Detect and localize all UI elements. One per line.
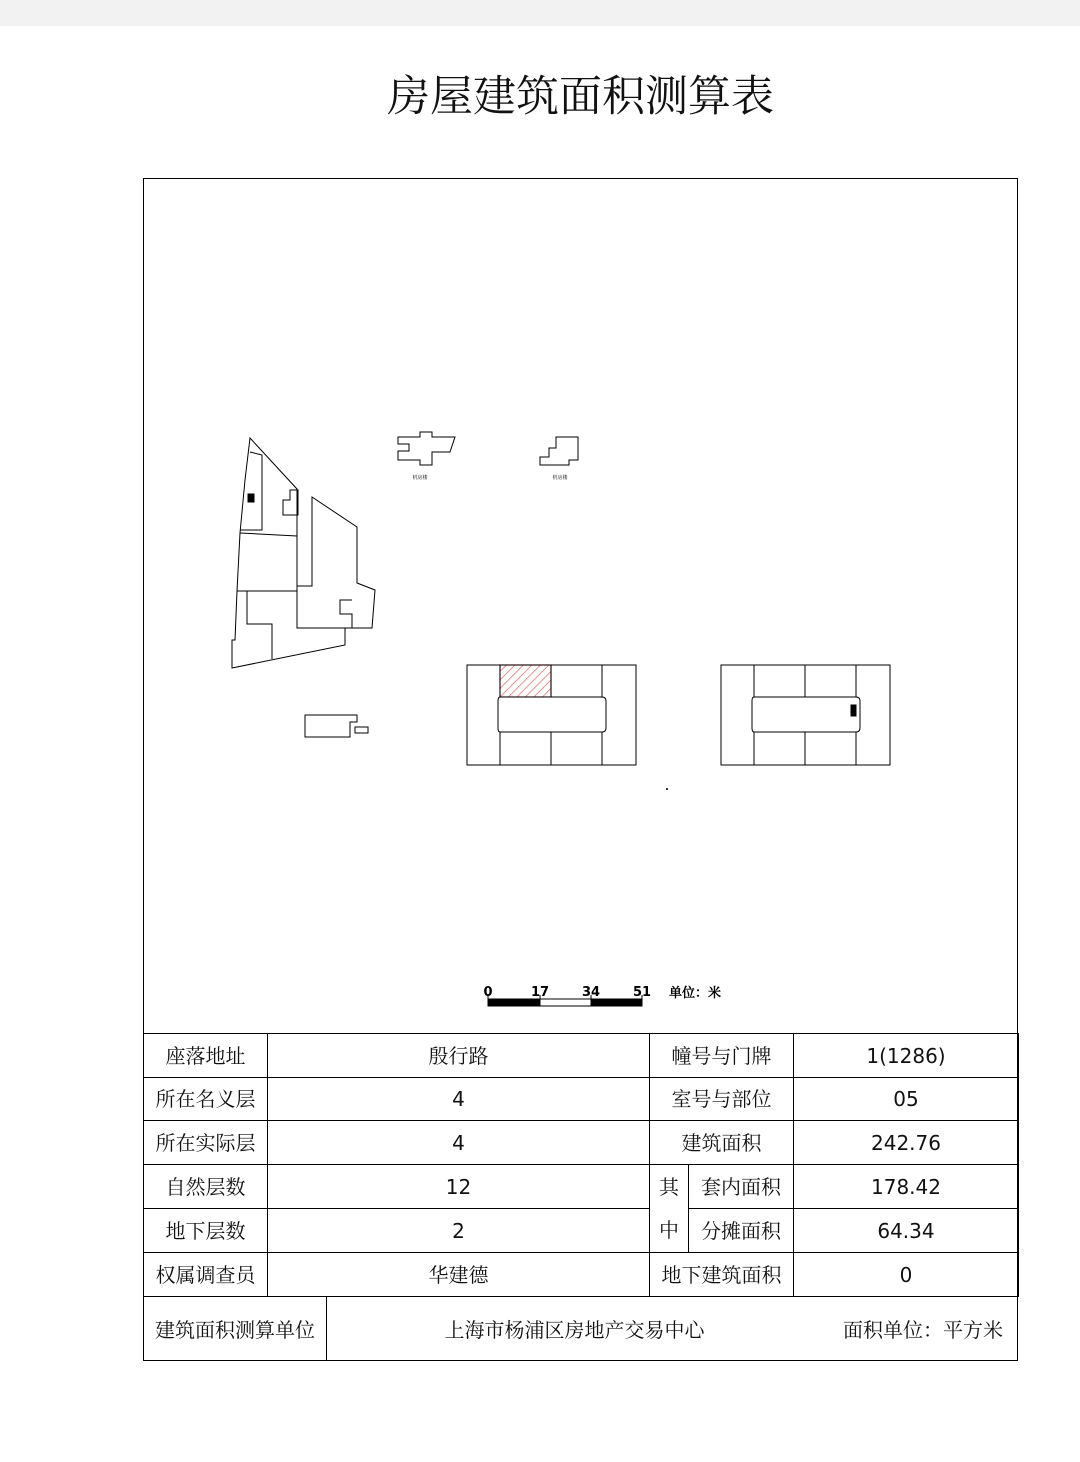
- scale-bar-segment-3: [591, 999, 642, 1006]
- value-underground-area: 0: [794, 1253, 1019, 1297]
- small-building-annex: [355, 727, 368, 733]
- label-actual-floor: 所在实际层: [144, 1121, 268, 1165]
- top-strip: [0, 0, 1080, 26]
- area-table: [143, 1033, 1019, 1297]
- value-inner-area: 178.42: [794, 1165, 1019, 1209]
- west-building-outline: [232, 438, 345, 668]
- west-building-notch: [237, 591, 272, 659]
- area-unit-note: 面积单位：平方米: [843, 1318, 1003, 1342]
- site-plan-drawing: [143, 178, 1018, 1033]
- value-actual-floor: 4: [268, 1121, 650, 1165]
- scale-label-17: 17: [530, 985, 550, 1000]
- value-room-number: 05: [794, 1078, 1019, 1121]
- label-survey-unit: 建筑面积测算单位: [144, 1297, 327, 1360]
- qizhong-char-2: 中: [659, 1218, 679, 1242]
- west-building-complex: [232, 438, 375, 668]
- value-survey-unit: 上海市杨浦区房地产交易中心: [444, 1318, 705, 1342]
- value-underground-floors: 2: [268, 1209, 650, 1253]
- plan-dot: [666, 788, 668, 790]
- block-b-corridor: [752, 697, 860, 732]
- label-building-area: 建筑面积: [650, 1121, 794, 1165]
- scale-label-51: 51: [632, 985, 652, 1000]
- row-surveyor: [144, 1253, 1019, 1297]
- machine-room-2-label: 机房楼: [552, 475, 568, 481]
- row-address: [144, 1034, 1019, 1078]
- block-a: [467, 665, 636, 765]
- label-address: 座落地址: [144, 1034, 268, 1078]
- east-wing-outline: [297, 497, 375, 628]
- machine-room-2: [540, 437, 578, 465]
- label-natural-floors: 自然层数: [144, 1165, 268, 1209]
- unit-05-hatched: [500, 665, 551, 697]
- row-actual-floor: [144, 1121, 1019, 1165]
- label-inner-area: 套内面积: [689, 1165, 794, 1209]
- block-a-corridor: [498, 697, 606, 732]
- value-address: 殷行路: [268, 1034, 650, 1078]
- row-nominal-floor: [144, 1078, 1019, 1121]
- label-room-number: 室号与部位: [650, 1078, 794, 1121]
- machine-room-1-label: 机房楼: [412, 475, 428, 481]
- scale-unit-label: 单位：米: [669, 986, 722, 1001]
- block-b-shaft: [851, 705, 856, 716]
- label-nominal-floor: 所在名义层: [144, 1078, 268, 1121]
- label-building-number: 幢号与门牌: [650, 1034, 794, 1078]
- east-wing-notch: [340, 600, 352, 628]
- scale-bar-segment-1: [488, 999, 540, 1006]
- small-building: [305, 715, 357, 737]
- qizhong-char-1: 其: [659, 1175, 679, 1199]
- value-natural-floors: 12: [268, 1165, 650, 1209]
- label-underground-area: 地下建筑面积: [650, 1253, 794, 1297]
- scale-label-0: 0: [483, 985, 493, 1000]
- label-surveyor: 权属调查员: [144, 1253, 268, 1297]
- scale-bar: [483, 985, 721, 1006]
- west-building-strip: [240, 452, 262, 530]
- value-surveyor: 华建德: [268, 1253, 650, 1297]
- scale-label-34: 34: [581, 985, 601, 1000]
- value-nominal-floor: 4: [268, 1078, 650, 1121]
- value-building-number: 1(1286): [794, 1034, 1019, 1078]
- label-underground-floors: 地下层数: [144, 1209, 268, 1253]
- label-shared-area: 分摊面积: [689, 1209, 794, 1253]
- page-title: 房屋建筑面积测算表: [387, 72, 774, 122]
- stair-box: [283, 490, 298, 515]
- qizhong-cell: [650, 1165, 689, 1253]
- west-building-floor-line: [240, 533, 297, 536]
- west-building-marker: [248, 494, 254, 502]
- value-shared-area: 64.34: [794, 1209, 1019, 1253]
- block-b: [721, 665, 890, 765]
- footer-row: [143, 1296, 1018, 1361]
- machine-room-1: [398, 432, 455, 465]
- row-underground-floors: [144, 1209, 1019, 1253]
- value-building-area: 242.76: [794, 1121, 1019, 1165]
- row-natural-floors: [144, 1165, 1019, 1209]
